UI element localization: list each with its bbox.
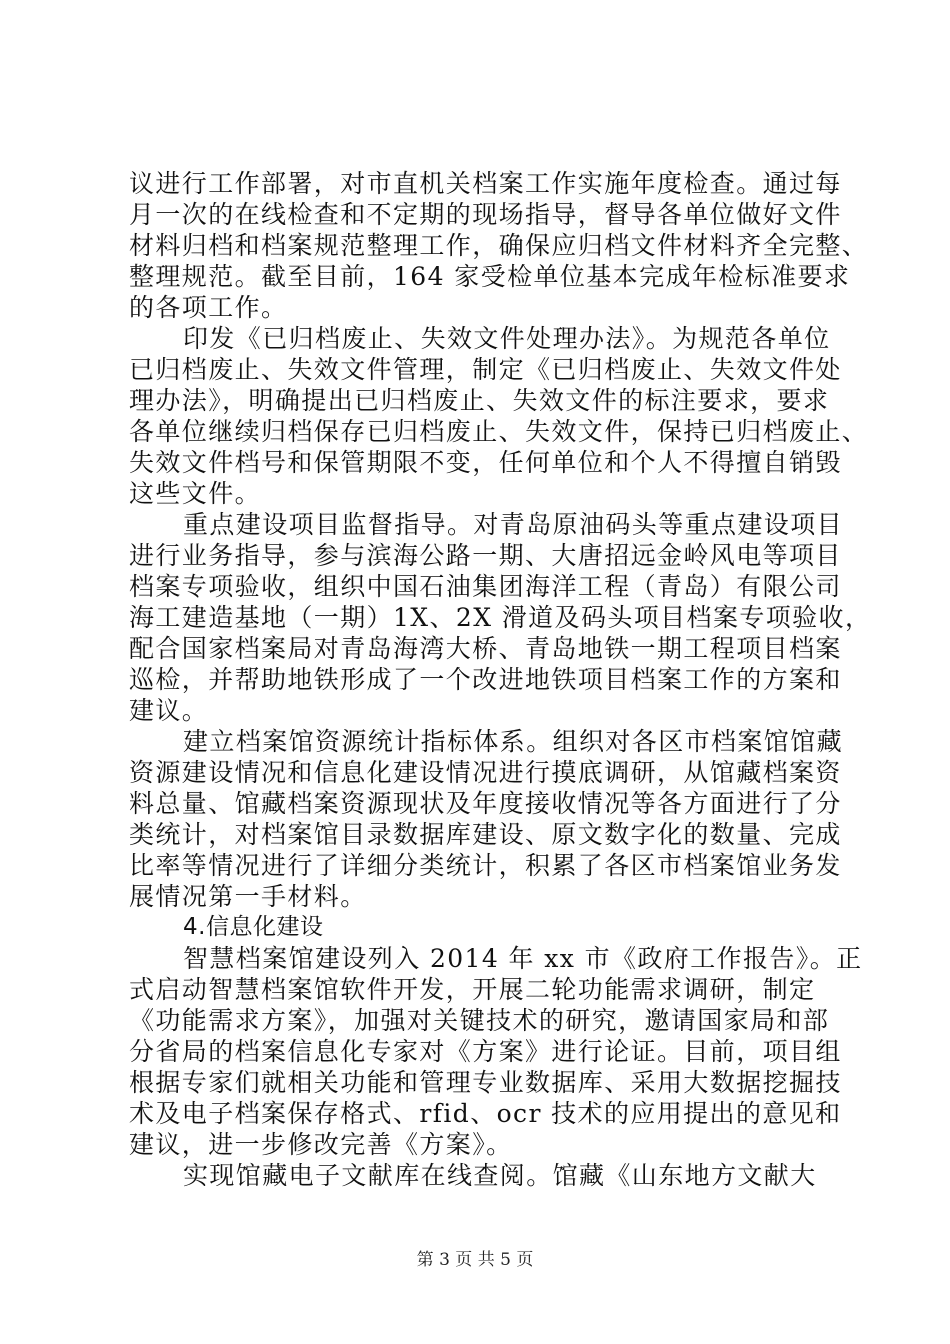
text-line: 建议。	[129, 696, 209, 725]
text-line: 配合国家档案局对青岛海湾大桥、青岛地铁一期工程项目档案	[129, 634, 842, 663]
text-line: 术及电子档案保存格式、rfid、ocr 技术的应用提出的意见和	[129, 1099, 842, 1128]
text-line: 月一次的在线检查和不定期的现场指导，督导各单位做好文件	[129, 200, 842, 229]
page-number: 第 3 页 共 5 页	[416, 1250, 534, 1270]
text-line: 展情况第一手材料。	[129, 882, 367, 911]
text-line: 理办法》，明确提出已归档废止、失效文件的标注要求，要求	[129, 386, 830, 415]
paragraph	[129, 509, 872, 726]
text-line: 重点建设项目监督指导。对青岛原油码头等重点建设项目	[183, 510, 844, 539]
section-heading	[129, 912, 829, 943]
text-line: 比率等情况进行了详细分类统计，积累了各区市档案馆业务发	[129, 851, 842, 880]
text-line: 建议，进一步修改完善《方案》。	[129, 1130, 513, 1159]
text-line: 失效文件档号和保管期限不变，任何单位和个人不得擅自销毁	[129, 448, 842, 477]
text-line: 《功能需求方案》，加强对关键技术的研究，邀请国家局和部	[129, 1006, 830, 1035]
text-line: 资源建设情况和信息化建设情况进行摸底调研，从馆藏档案资	[129, 758, 842, 787]
text-line: 印发《已归档废止、失效文件处理办法》。为规范各单位	[183, 324, 831, 353]
page-footer	[0, 1249, 950, 1271]
text-line: 进行业务指导，参与滨海公路一期、大唐招远金岭风电等项目	[129, 541, 842, 570]
text-line: 整理规范。截至目前，164 家受检单位基本完成年检标准要求	[129, 262, 851, 291]
document-body	[129, 168, 872, 1191]
paragraph	[129, 323, 869, 509]
paragraph	[129, 1160, 829, 1191]
text-line: 各单位继续归档保存已归档废止、失效文件，保持已归档废止、	[129, 417, 869, 446]
text-line: 智慧档案馆建设列入 2014 年 xx 市《政府工作报告》。正	[183, 944, 863, 973]
text-line: 这些文件。	[129, 479, 262, 508]
text-line: 档案专项验收，组织中国石油集团海洋工程（青岛）有限公司	[129, 572, 842, 601]
section-heading-text: 4.信息化建设	[183, 914, 324, 940]
text-line: 式启动智慧档案馆软件开发，开展二轮功能需求调研，制定	[129, 975, 816, 1004]
text-line: 材料归档和档案规范整理工作，确保应归档文件材料齐全完整、	[129, 231, 869, 260]
paragraph	[129, 168, 869, 323]
text-line: 巡检，并帮助地铁形成了一个改进地铁项目档案工作的方案和	[129, 665, 842, 694]
text-line: 分省局的档案信息化专家对《方案》进行论证。目前，项目组	[129, 1037, 842, 1066]
text-line: 建立档案馆资源统计指标体系。组织对各区市档案馆馆藏	[183, 727, 844, 756]
text-line: 议进行工作部署，对市直机关档案工作实施年度检查。通过每	[129, 169, 842, 198]
text-line: 根据专家们就相关功能和管理专业数据库、采用大数据挖掘技	[129, 1068, 842, 1097]
paragraph	[129, 943, 863, 1160]
paragraph	[129, 726, 844, 912]
text-line: 的各项工作。	[129, 293, 288, 322]
text-line: 类统计，对档案馆目录数据库建设、原文数字化的数量、完成	[129, 820, 842, 849]
text-line: 料总量、馆藏档案资源现状及年度接收情况等各方面进行了分	[129, 789, 842, 818]
text-line: 海工建造基地（一期）1X、2X 滑道及码头项目档案专项验收，	[129, 603, 872, 632]
text-line: 已归档废止、失效文件管理，制定《已归档废止、失效文件处	[129, 355, 842, 384]
text-line: 实现馆藏电子文献库在线查阅。馆藏《山东地方文献大	[183, 1161, 817, 1190]
